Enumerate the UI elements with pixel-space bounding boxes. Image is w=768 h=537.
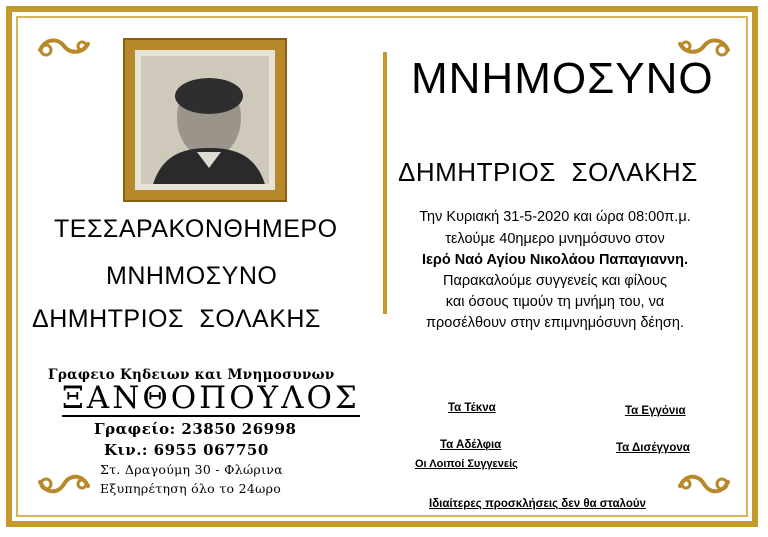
body-line-4: Παρακαλούμε συγγενείς και φίλους xyxy=(443,273,667,289)
body-line-1: Την Κυριακή 31-5-2020 και ώρα 08:00π.μ. xyxy=(419,209,691,225)
body-line-6: προσέλθουν στην επιμνημόσυνη δέηση. xyxy=(426,315,684,331)
signatory-grandchildren: Τα Εγγόνια xyxy=(625,405,686,417)
heading-name-left: ΔΗΜΗΤΡΙΟΣ ΣΟΛΑΚΗΣ xyxy=(32,305,321,333)
body-line-3: Ιερό Ναό Αγίου Νικολάου Παπαγιαννη. xyxy=(422,252,688,268)
mobile-phone: Κιν.: 6955 067750 xyxy=(104,441,269,459)
business-tagline: Γραφειο Κηδειων και Μνημοσυνων xyxy=(48,367,335,383)
business-hours: Εξυπηρέτηση όλο το 24ωρο xyxy=(100,481,282,496)
business-name: ΞΑΝΘΟΠΟΥΛΟΣ xyxy=(62,380,360,416)
heading-mnimosyno-left: ΜΝΗΜΟΣΥΝΟ xyxy=(106,262,278,290)
portrait-frame xyxy=(125,40,285,200)
scroll-ornament-icon xyxy=(36,34,92,62)
heading-tessarakonthimero: ΤΕΣΣΑΡΑΚΟΝΘΗΜΕΡΟ xyxy=(54,215,338,243)
scroll-ornament-icon xyxy=(36,470,92,498)
title-mnimosyno: ΜΝΗΜΟΣΥΝΟ xyxy=(411,54,714,103)
deceased-name: ΔΗΜΗΤΡΙΟΣ ΣΟΛΑΚΗΣ xyxy=(398,157,698,187)
signatory-great-grandchildren: Τα Δισέγγονα xyxy=(616,442,690,454)
signatory-other-relatives: Οι Λοιποί Συγγενείς xyxy=(415,458,518,470)
footer-note: Ιδιαίτερες προσκλήσεις δεν θα σταλούν xyxy=(429,498,646,510)
office-phone: Γραφείο: 23850 26998 xyxy=(94,420,297,438)
business-address: Στ. Δραγούμη 30 - Φλώρινα xyxy=(100,462,283,477)
signatory-children: Τα Τέκνα xyxy=(448,402,496,414)
signatory-siblings: Τα Αδέλφια xyxy=(440,439,502,451)
scroll-ornament-icon xyxy=(676,470,732,498)
body-line-2: τελούμε 40ημερο μνημόσυνο στον xyxy=(445,231,665,247)
vertical-divider xyxy=(383,52,387,314)
body-line-5: και όσους τιμούν τη μνήμη του, να xyxy=(445,294,665,310)
portrait-photo xyxy=(141,56,269,184)
